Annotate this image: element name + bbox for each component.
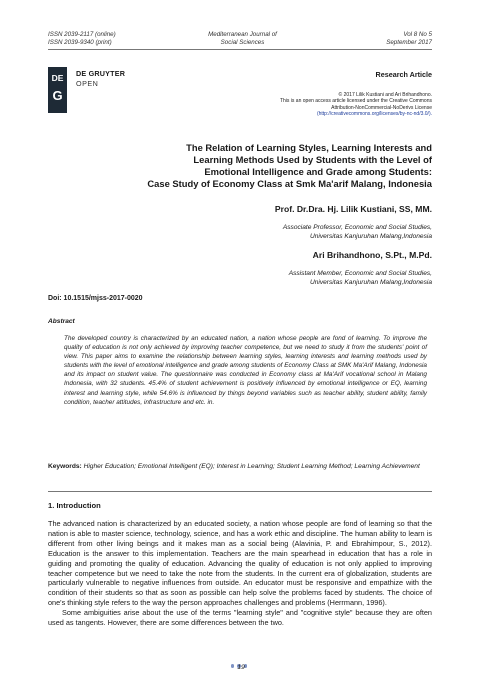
- license-link[interactable]: (http://creativecommons.org/licenses/by-nc-nd/3.0/).: [316, 111, 432, 118]
- doi: Doi: 10.1515/mjss-2017-0020: [48, 295, 143, 302]
- paragraph: Some ambiguities arise about the use of the terms "learning style" and "cognitive style" because they are often used as tangents. However, there are some differences between the two.: [48, 608, 432, 628]
- decorative-dots: [229, 655, 253, 661]
- journal-name-line2: Social Sciences: [220, 39, 265, 46]
- paper-title: [100, 142, 432, 190]
- publisher-name: DE GRUYTER: [76, 69, 126, 78]
- journal-name: [170, 31, 315, 47]
- publisher-imprint: OPEN: [76, 79, 99, 88]
- abstract-text: The developed country is characterized by an educated nation, a nation whose people are fond of learning. To improve the quality of education is not only achieved by improving teacher competence, but we need to study it from the students' point of view. This paper aims to examine the relationship between learning styles, learning interests and learning methods used by students with the level of emotional intelligence and grade among students of Economy Class at SMK Ma'Arif Malang, Indonesia and its impact on student value. The questionnaire was conducted in Economy class at Ma'Arif vocational school in Malang Indonesia, with 32 students. 45.4% of student achievement is positively influenced by emotional intelligence or EQ, learning interest and learning style, while 54.6% is influenced by things beyond variables such as teacher ability, student ability, family condition, teacher attitudes, infrastructure and etc. in.: [64, 335, 427, 406]
- affiliation-line: Universitas Kanjuruhan Malang,Indonesia: [309, 233, 432, 240]
- article-type: Research Article: [375, 70, 432, 79]
- title-line-1: The Relation of Learning Styles, Learning Interests and: [186, 142, 432, 153]
- license-line: This is an open access article licensed under the Creative Commons: [279, 98, 432, 105]
- body-text: [48, 519, 432, 628]
- volume-number: Vol 8 No 5: [403, 31, 432, 38]
- header-divider: [48, 49, 432, 50]
- affiliation-line: Associate Professor, Economic and Social Studies,: [282, 224, 432, 231]
- issn-online: ISSN 2039-2117 (online): [48, 31, 116, 38]
- title-line-4: Case Study of Economy Class at Smk Ma'arif Malang, Indonesia: [147, 178, 432, 189]
- page-number: 19: [237, 664, 245, 671]
- journal-issn: [48, 31, 116, 47]
- publisher-logo-mark: [48, 67, 67, 113]
- keywords-label: Keywords:: [48, 463, 82, 470]
- section-divider: [48, 491, 432, 492]
- paragraph: The advanced nation is characterized by an educated society, a nation whose people are fond of learning so that the nation is able to master science, technology, science, and has a work ethic and discipline. The human ability to learn is different from other living beings and it makes man as a social being (Alavinia, P. and Ebrahimpour, S., 2012). Education is the answer to this implementation. Teachers are the main spearhead in education that has a role in guiding and promoting the quality of education. Advancing the quality of education is not only applied to improving teacher competence but we need to take the note from the students. In the current era of globalization, students are particularly vulnerable to negative influences from outside. An educator must be responsive and empathize with the condition of their students so that as soon as possible can help solve the problems faced by students. The choice of one's thinking style refers to the way the person approaches challenges and problems (Herrmann, 1996).: [48, 519, 432, 608]
- author-name: Ari Brihandhono, S.Pt., M.Pd.: [312, 250, 432, 260]
- journal-volume: [386, 31, 432, 47]
- title-line-3: Emotional Intelligence and Grade among Students:: [204, 166, 432, 177]
- issue-date: September 2017: [386, 39, 432, 46]
- journal-name-line1: Mediterranean Journal of: [208, 31, 277, 38]
- title-line-2: Learning Methods Used by Students with the Level of: [193, 154, 432, 165]
- affiliation-line: Universitas Kanjuruhan Malang,Indonesia: [309, 279, 432, 286]
- affiliation-line: Assistant Member, Economic and Social Studies,: [288, 270, 432, 277]
- keywords: [48, 462, 432, 471]
- author-affiliation: [202, 269, 432, 287]
- abstract-heading: Abstract: [48, 318, 75, 325]
- issn-print: ISSN 2039-9340 (print): [48, 39, 112, 46]
- author-name: Prof. Dr.Dra. Hj. Lilik Kustiani, SS, MM.: [274, 204, 432, 214]
- keywords-text: Higher Education; Emotional Intelligent (EQ); Interest in Learning; Student Learning Method; Learning Achievement: [83, 463, 420, 470]
- license-name: Attribution-NonCommercial-NoDerivs License: [331, 104, 432, 111]
- section-heading: 1. Introduction: [48, 501, 101, 510]
- logo-mark-top: DE: [51, 73, 64, 83]
- logo-mark-bottom: G: [52, 88, 63, 103]
- copyright-notice: [232, 92, 432, 118]
- copyright-line: © 2017 Lilik Kustiani and Ari Brihandhono.: [338, 92, 432, 98]
- author-affiliation: [202, 223, 432, 241]
